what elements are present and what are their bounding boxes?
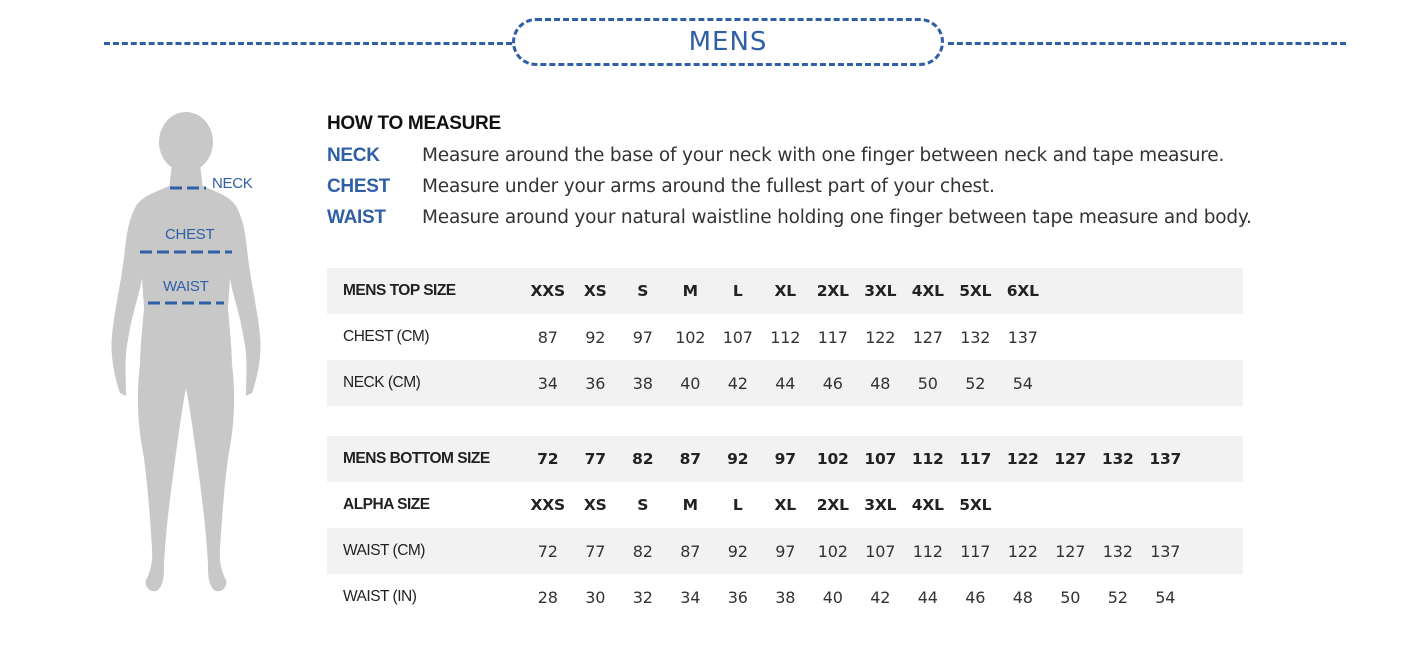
row-cells [524, 436, 1189, 482]
table-cell: 97 [774, 450, 796, 468]
table-cell: 52 [1107, 587, 1128, 607]
table-cell: 82 [632, 541, 653, 561]
table-cell: 117 [960, 541, 991, 561]
table-cell: 97 [775, 541, 796, 561]
table-cell: 36 [585, 373, 606, 393]
table-cell: 132 [1101, 450, 1134, 468]
table-cell: 48 [1012, 587, 1033, 607]
table-cell: 54 [1012, 373, 1033, 393]
measure-item-neck [327, 142, 1347, 173]
table-cell: XXS [530, 282, 565, 300]
table-cell: 6XL [1006, 282, 1039, 300]
row-cells [524, 314, 1047, 360]
table-cell: S [637, 282, 649, 300]
page-title: MENS [688, 27, 768, 57]
table-cell: 107 [864, 450, 897, 468]
human-silhouette-icon [100, 108, 280, 608]
row-label: MENS TOP SIZE [343, 282, 456, 299]
row-cells [524, 482, 999, 528]
row-cells [524, 360, 1047, 406]
table-cell: 48 [870, 373, 891, 393]
row-label: CHEST (CM) [343, 328, 429, 345]
header-divider-left [104, 42, 512, 45]
table-cell: 122 [1007, 541, 1038, 561]
table-cell: 28 [537, 587, 558, 607]
table-cell: 137 [1007, 327, 1038, 347]
table-cell: 87 [537, 327, 558, 347]
table-cell: 107 [722, 327, 753, 347]
table-cell: 2XL [816, 282, 849, 300]
row-cells [524, 268, 1047, 314]
table-cell: M [682, 282, 698, 300]
table-cell: 3XL [864, 282, 897, 300]
measure-term: NECK [327, 145, 380, 166]
table-cell: 50 [917, 373, 938, 393]
row-label: NECK (CM) [343, 374, 421, 391]
table-cell: 92 [727, 450, 749, 468]
table-cell: 4XL [911, 282, 944, 300]
table-cell: 38 [775, 587, 796, 607]
table-cell: 52 [965, 373, 986, 393]
table-cell: 102 [675, 327, 706, 347]
table-cell: 112 [912, 541, 943, 561]
table-cell: 102 [816, 450, 849, 468]
measure-item-chest [327, 173, 1347, 204]
measure-description: Measure around your natural waistline holding one finger between tape measure and body. [422, 207, 1252, 228]
table-cell: 46 [965, 587, 986, 607]
row-label: ALPHA SIZE [343, 496, 430, 513]
table-cell: 42 [870, 587, 891, 607]
table-row [327, 482, 1243, 528]
body-figure [100, 108, 280, 608]
row-cells [524, 528, 1189, 574]
table-cell: 77 [585, 541, 606, 561]
table-row [327, 268, 1243, 314]
table-cell: 44 [917, 587, 938, 607]
table-cell: 87 [679, 450, 701, 468]
table-cell: 97 [632, 327, 653, 347]
top-size-table [327, 268, 1243, 406]
table-cell: 127 [912, 327, 943, 347]
table-cell: 107 [865, 541, 896, 561]
table-cell: 122 [865, 327, 896, 347]
table-cell: L [732, 282, 743, 300]
header-divider-right [948, 42, 1346, 45]
table-cell: 5XL [959, 496, 992, 514]
table-cell: 117 [817, 327, 848, 347]
table-cell: 82 [632, 450, 654, 468]
table-cell: XS [583, 496, 607, 514]
table-cell: 34 [680, 587, 701, 607]
table-cell: 122 [1006, 450, 1039, 468]
table-cell: XXS [530, 496, 565, 514]
header-banner [512, 18, 944, 66]
row-label: WAIST (CM) [343, 542, 425, 559]
table-cell: 102 [817, 541, 848, 561]
table-cell: 87 [680, 541, 701, 561]
table-cell: 54 [1155, 587, 1176, 607]
how-to-measure-section [327, 112, 1347, 235]
table-cell: 40 [680, 373, 701, 393]
table-cell: 36 [727, 587, 748, 607]
measure-term: WAIST [327, 207, 386, 228]
row-label: WAIST (IN) [343, 588, 417, 605]
table-cell: 132 [960, 327, 991, 347]
table-row [327, 360, 1243, 406]
table-cell: 30 [585, 587, 606, 607]
table-cell: 34 [537, 373, 558, 393]
table-cell: 42 [727, 373, 748, 393]
table-cell: S [637, 496, 649, 514]
figure-label-waist: WAIST [163, 278, 209, 295]
table-cell: 32 [632, 587, 653, 607]
table-row [327, 436, 1243, 482]
table-cell: 132 [1102, 541, 1133, 561]
bottom-size-table [327, 436, 1243, 620]
table-cell: 137 [1150, 541, 1181, 561]
measure-item-waist [327, 204, 1347, 235]
table-cell: 112 [770, 327, 801, 347]
table-cell: 127 [1054, 450, 1087, 468]
table-cell: 127 [1055, 541, 1086, 561]
table-cell: XS [583, 282, 607, 300]
table-cell: 117 [959, 450, 992, 468]
table-cell: 137 [1149, 450, 1182, 468]
table-cell: L [732, 496, 743, 514]
table-cell: XL [774, 496, 796, 514]
table-cell: 5XL [959, 282, 992, 300]
table-cell: XL [774, 282, 796, 300]
table-cell: 38 [632, 373, 653, 393]
table-cell: 44 [775, 373, 796, 393]
measure-term: CHEST [327, 176, 390, 197]
table-cell: 112 [911, 450, 944, 468]
table-cell: 72 [537, 541, 558, 561]
row-cells [524, 574, 1189, 620]
table-cell: 40 [822, 587, 843, 607]
table-cell: 92 [585, 327, 606, 347]
how-to-measure-heading: HOW TO MEASURE [327, 113, 501, 134]
table-row [327, 574, 1243, 620]
table-cell: 4XL [911, 496, 944, 514]
table-cell: 3XL [864, 496, 897, 514]
measure-description: Measure around the base of your neck with one finger between neck and tape measure. [422, 145, 1225, 166]
table-cell: 92 [727, 541, 748, 561]
table-cell: 72 [537, 450, 559, 468]
table-row [327, 314, 1243, 360]
table-cell: 46 [822, 373, 843, 393]
row-label: MENS BOTTOM SIZE [343, 450, 490, 467]
figure-label-neck: NECK [212, 175, 253, 192]
table-cell: 50 [1060, 587, 1081, 607]
table-cell: 77 [584, 450, 606, 468]
table-row [327, 528, 1243, 574]
measure-description: Measure under your arms around the fullest part of your chest. [422, 176, 995, 197]
table-cell: 2XL [816, 496, 849, 514]
table-cell: M [682, 496, 698, 514]
figure-label-chest: CHEST [165, 226, 215, 243]
